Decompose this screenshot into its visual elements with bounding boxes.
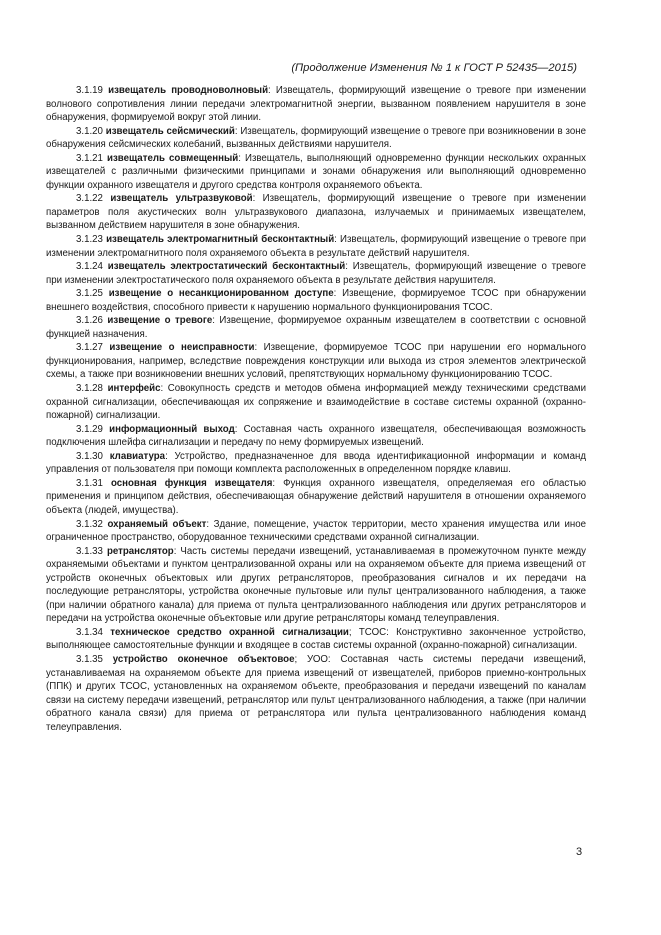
defined-term: клавиатура (109, 450, 166, 462)
definition-paragraph: 3.1.20 извещатель сейсмический: Извещатель, формирующий извещение о тревоге при возникновении в зоне обнаружения сейсмических колебаний, вызванных действиями нарушителя. (46, 125, 586, 151)
definition-paragraph: 3.1.27 извещение о неисправности: Извещение, формируемое ТСОС при нарушении его нормального функционирования, например, вследствие повреждения конструкции или выхода из строя элементов электрической схемы, а также при возникновении внешних условий, препятствующих нормальному функционированию ТСОС. (46, 342, 586, 381)
defined-term: интерфейс (107, 383, 161, 395)
definition-paragraph: 3.1.34 техническое средство охранной сигнализации; ТСОС: Конструктивно законченное устройство, выполняющее самостоятельные функции и входящее в состав системы охранной (охранно-пожарной) сигнализации. (46, 626, 586, 652)
document-body (46, 84, 586, 734)
defined-term: извещение о несанкционированном доступе (108, 288, 334, 300)
definition-paragraph: 3.1.21 извещатель совмещенный: Извещатель, выполняющий одновременно функции нескольких охранных извещателей с различными физическими принципами и зонами обнаружения или выполняющий одновременно функции охранного извещателя и другого средства контроля охраняемого объекта. (46, 152, 586, 191)
defined-term: извещатель электромагнитный бесконтактный (106, 234, 335, 246)
definition-paragraph: 3.1.24 извещатель электростатический бесконтактный: Извещатель, формирующий извещение о тревоге при изменении электростатического поля охраняемого объекта в результате действия нарушителя. (46, 261, 586, 286)
defined-term: устройство оконечное объектовое (112, 653, 295, 665)
definition-paragraph: 3.1.32 охраняемый объект: Здание, помещение, участок территории, место хранения имущества или иное ограниченное пространство, оборудованное техническими средствами охранной сигнализации. (46, 518, 586, 544)
definition-paragraph: 3.1.22 извещатель ультразвуковой: Извещатель, формирующий извещение о тревоге при изменении параметров поля акустических волн ультразвукового диапазона, излучаемых и принимаемых извещателем, вызванном действием нарушителя в зоне обнаружения. (46, 193, 586, 232)
defined-term: информационный выход (109, 423, 235, 435)
definition-paragraph: 3.1.25 извещение о несанкционированном доступе: Извещение, формируемое ТСОС при обнаружении внешнего воздействия, способного привести к нарушению нормального функционирования ТСОС. (46, 288, 586, 313)
definition-paragraph: 3.1.29 информационный выход: Составная часть охранного извещателя, обеспечивающая возможность подключения шлейфа сигнализации и передачу по нему формируемых извещений. (46, 423, 586, 449)
defined-term: основная функция извещателя (110, 477, 273, 489)
defined-term: извещатель сейсмический (105, 125, 235, 137)
definition-paragraph: 3.1.26 извещение о тревоге: Извещение, формируемое охранным извещателем в соответствии с основной функцией назначения. (46, 315, 586, 340)
defined-term: извещатель электростатический бесконтактный (107, 261, 346, 273)
defined-term: извещение о тревоге (107, 315, 213, 327)
definition-paragraph: 3.1.35 устройство оконечное объектовое; УОО: Составная часть системы передачи извещений, устанавливаемая на охраняемом объекте для приема извещений от извещателей, приборов приемно-контрольных (ППК) и других ТСОС, установленных на охраняемом объекте, преобразования и передачи извещений по каналам связи на систему передачи извещений, ретранслятор или пульт централизованного наблюдения, а также (при наличии обратного канала связи) для приема от ретранслятора или пульта централизованного наблюдения команд телеуправления. (46, 653, 586, 733)
definition-paragraph: 3.1.23 извещатель электромагнитный бесконтактный: Извещатель, формирующий извещение о тревоге при изменении электромагнитного поля охраняемого объекта в результате действий нарушителя. (46, 234, 586, 259)
definition-paragraph: 3.1.33 ретранслятор: Часть системы передачи извещений, устанавливаемая в промежуточном пункте между охраняемыми объектами и пунктом централизованной охраны или на охраняемом объекте для приема извещений от устройств оконечных объектовых или других ретрансляторов, преобразования сигналов и их передачи на последующие ретрансляторы, устройства оконечные пультовые или пульт централизованного наблюдения, а также (при наличии обратного канала) для приема от пульта централизованного наблюдения или других ретрансляторов и передачи на устройства оконечные объектовые или другие ретрансляторы команд телеуправления. (46, 545, 586, 625)
definition-paragraph: 3.1.28 интерфейс: Совокупность средств и методов обмена информацией между техническими средствами охранной сигнализации, обеспечивающая их сопряжение и взаимодействие в составе системы охранной (охранно-пожарной) сигнализации. (46, 383, 586, 422)
definition-paragraph: 3.1.19 извещатель проводноволновый: Извещатель, формирующий извещение о тревоге при изменении волнового сопротивления линии передачи электромагнитной энергии, вызванном появлением нарушителя в зоне обнаружения, формируемой вокруг этой линии. (46, 85, 586, 124)
definition-paragraph: 3.1.31 основная функция извещателя: Функция охранного извещателя, определяемая его областью применения и принципом действия, обеспечивающая обнаружение действий нарушителя в отношении охраняемого объекта (людей, имущества). (46, 477, 586, 516)
page-header: (Продолжение Изменения № 1 к ГОСТ Р 52435—2015) (291, 62, 577, 74)
defined-term: извещение о неисправности (109, 342, 255, 354)
defined-term: техническое средство охранной сигнализации (110, 626, 349, 638)
defined-term: извещатель проводноволновый (108, 85, 269, 96)
definition-paragraph: 3.1.30 клавиатура: Устройство, предназначенное для ввода идентификационной информации и команд управления от пользователя при помощи комплекта расположенных в определенном порядке клавиш. (46, 450, 586, 476)
defined-term: извещатель ультразвуковой (110, 193, 253, 205)
page-number: 3 (576, 846, 583, 858)
defined-term: извещатель совмещенный (107, 152, 239, 164)
defined-term: охраняемый объект (107, 518, 207, 530)
defined-term: ретранслятор (106, 545, 174, 557)
